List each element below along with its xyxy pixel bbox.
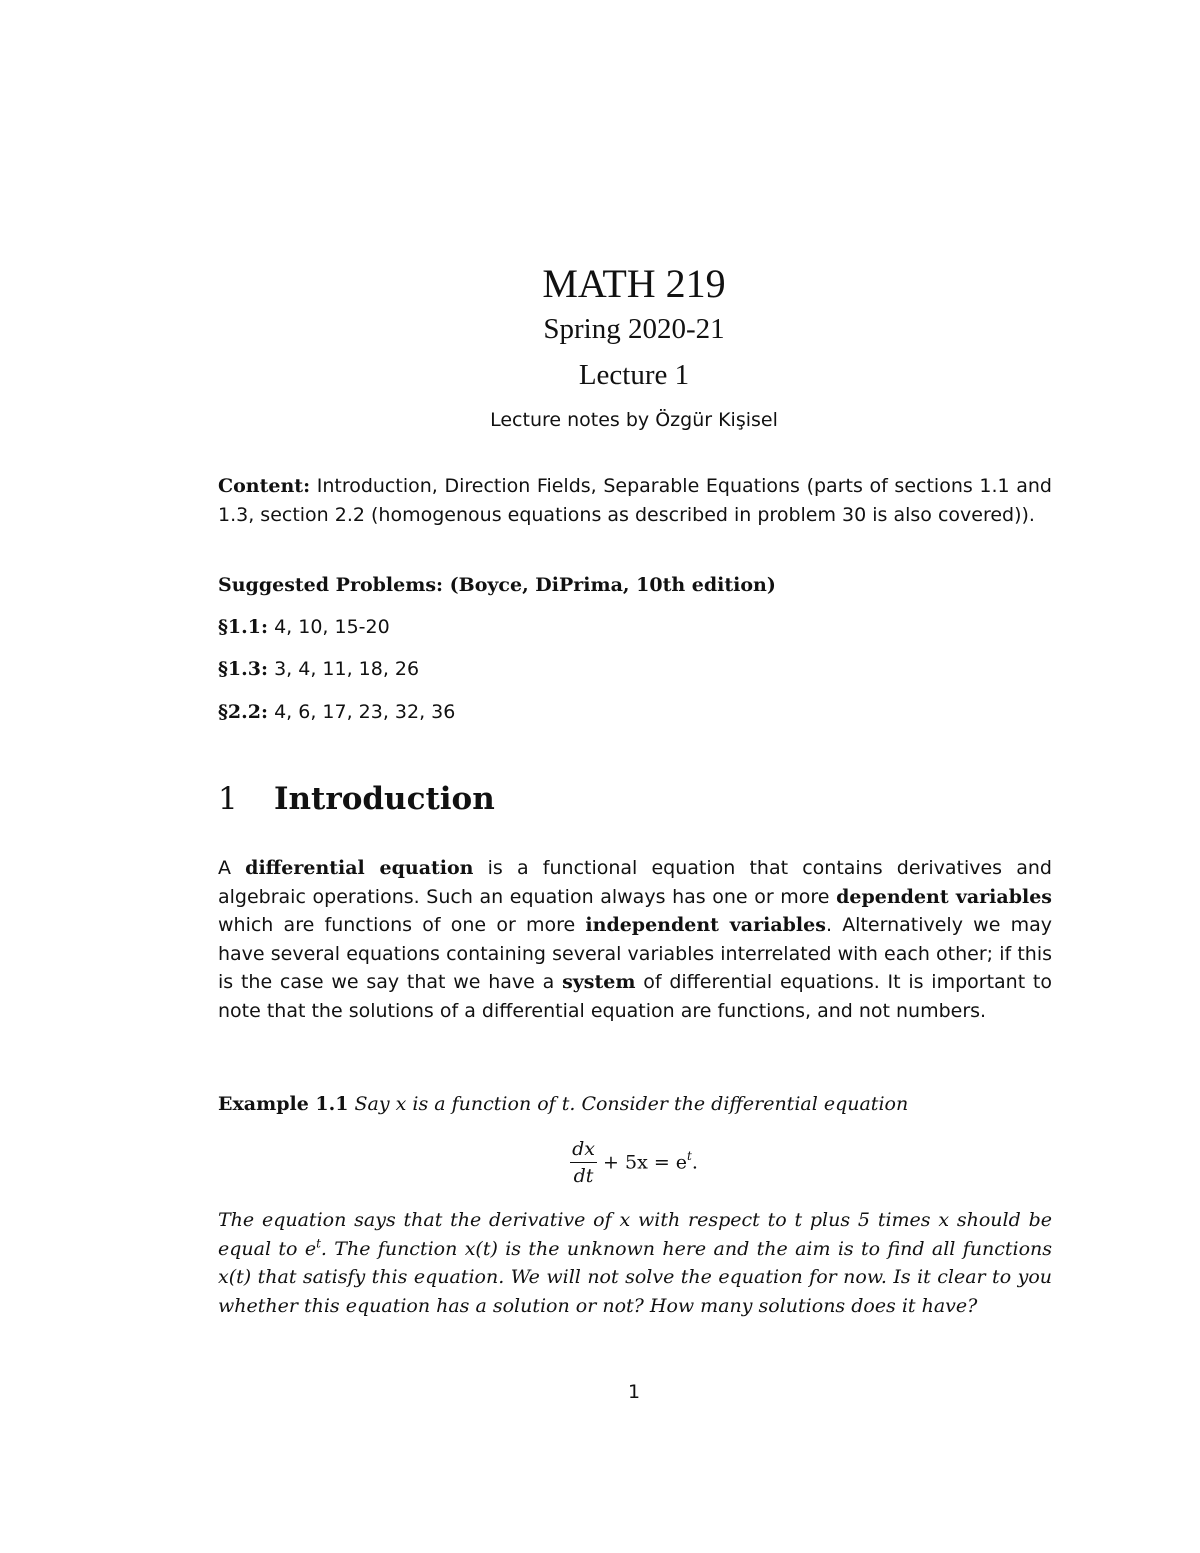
section-number: 1 xyxy=(218,781,238,817)
term-subtitle: Spring 2020-21 xyxy=(543,313,725,345)
example-label: Example 1.1 xyxy=(218,1093,349,1115)
fraction-denominator: dt xyxy=(573,1165,594,1187)
term-differential-equation: differential equation xyxy=(245,857,474,879)
derivative-fraction xyxy=(570,1138,597,1187)
equation-exponent: t xyxy=(687,1149,692,1164)
suggested-label: Suggested Problems: (Boyce, DiPrima, 10th edition) xyxy=(218,574,776,596)
problem-section: §1.3: xyxy=(218,658,269,680)
author-line: Lecture notes by Özgür Kişisel xyxy=(490,409,778,431)
intro-paragraph xyxy=(218,854,1052,1025)
section-title: Introduction xyxy=(274,781,495,817)
course-title: MATH 219 xyxy=(542,261,726,306)
example-body-exponent: t xyxy=(316,1236,321,1251)
problem-list: 4, 10, 15-20 xyxy=(274,616,390,638)
page-number: 1 xyxy=(627,1381,641,1403)
problem-line xyxy=(218,613,1052,642)
example-lead xyxy=(218,1090,1052,1119)
content-text: Introduction, Direction Fields, Separable Equations (parts of sections 1.1 and 1.3, section 2.2 (homogenous equations as described in problem 30 is also covered)). xyxy=(218,475,1052,526)
term-dependent-variables: dependent variables xyxy=(836,885,1052,908)
problem-list: 3, 4, 11, 18, 26 xyxy=(274,658,420,680)
suggested-problems-heading xyxy=(218,571,1052,600)
example-lead-text: Say x is a function of t. Consider the differential equation xyxy=(348,1093,909,1115)
term-system: system xyxy=(562,971,636,993)
intro-text: which are functions of one or more xyxy=(218,914,586,936)
example-body xyxy=(218,1206,1052,1320)
problem-line xyxy=(218,698,1052,727)
example-body-text: . The function x(t) is the unknown here and the aim is to find all functions x(t) that satisfy this equation. We will not solve the equation for now. Is it clear to you whether this equation has a solution or not? How many solutions does it have? xyxy=(218,1237,1052,1317)
equation-display xyxy=(0,1138,1200,1187)
content-label: Content: xyxy=(218,475,311,497)
intro-text: . Alternatively we may have several equations containing several variables interrelated with each other; if this is the case we say that we have a xyxy=(218,914,1053,993)
problem-list: 4, 6, 17, 23, 32, 36 xyxy=(274,701,456,723)
problem-section: §1.1: xyxy=(218,616,269,638)
equation-rest: + 5x = e xyxy=(596,1151,688,1174)
lecture-number: Lecture 1 xyxy=(578,359,690,391)
example-body-text: The equation says that the derivative of x with respect to t plus 5 times x should be equal to e xyxy=(218,1209,1052,1260)
term-independent-variables: independent variables xyxy=(585,914,826,936)
intro-text: A xyxy=(218,857,246,879)
intro-text: of differential equations. It is important to note that the solutions of a differential equation are functions, and not numbers. xyxy=(218,971,1053,1022)
fraction-numerator: dx xyxy=(570,1138,597,1163)
problem-section: §2.2: xyxy=(218,701,269,723)
content-paragraph xyxy=(218,472,1052,529)
section-heading xyxy=(218,778,495,820)
equation-end: . xyxy=(691,1151,698,1174)
problem-line xyxy=(218,655,1052,684)
intro-text: is a functional equation that contains derivatives and algebraic operations. Such an equation always has one or more xyxy=(218,857,1052,908)
